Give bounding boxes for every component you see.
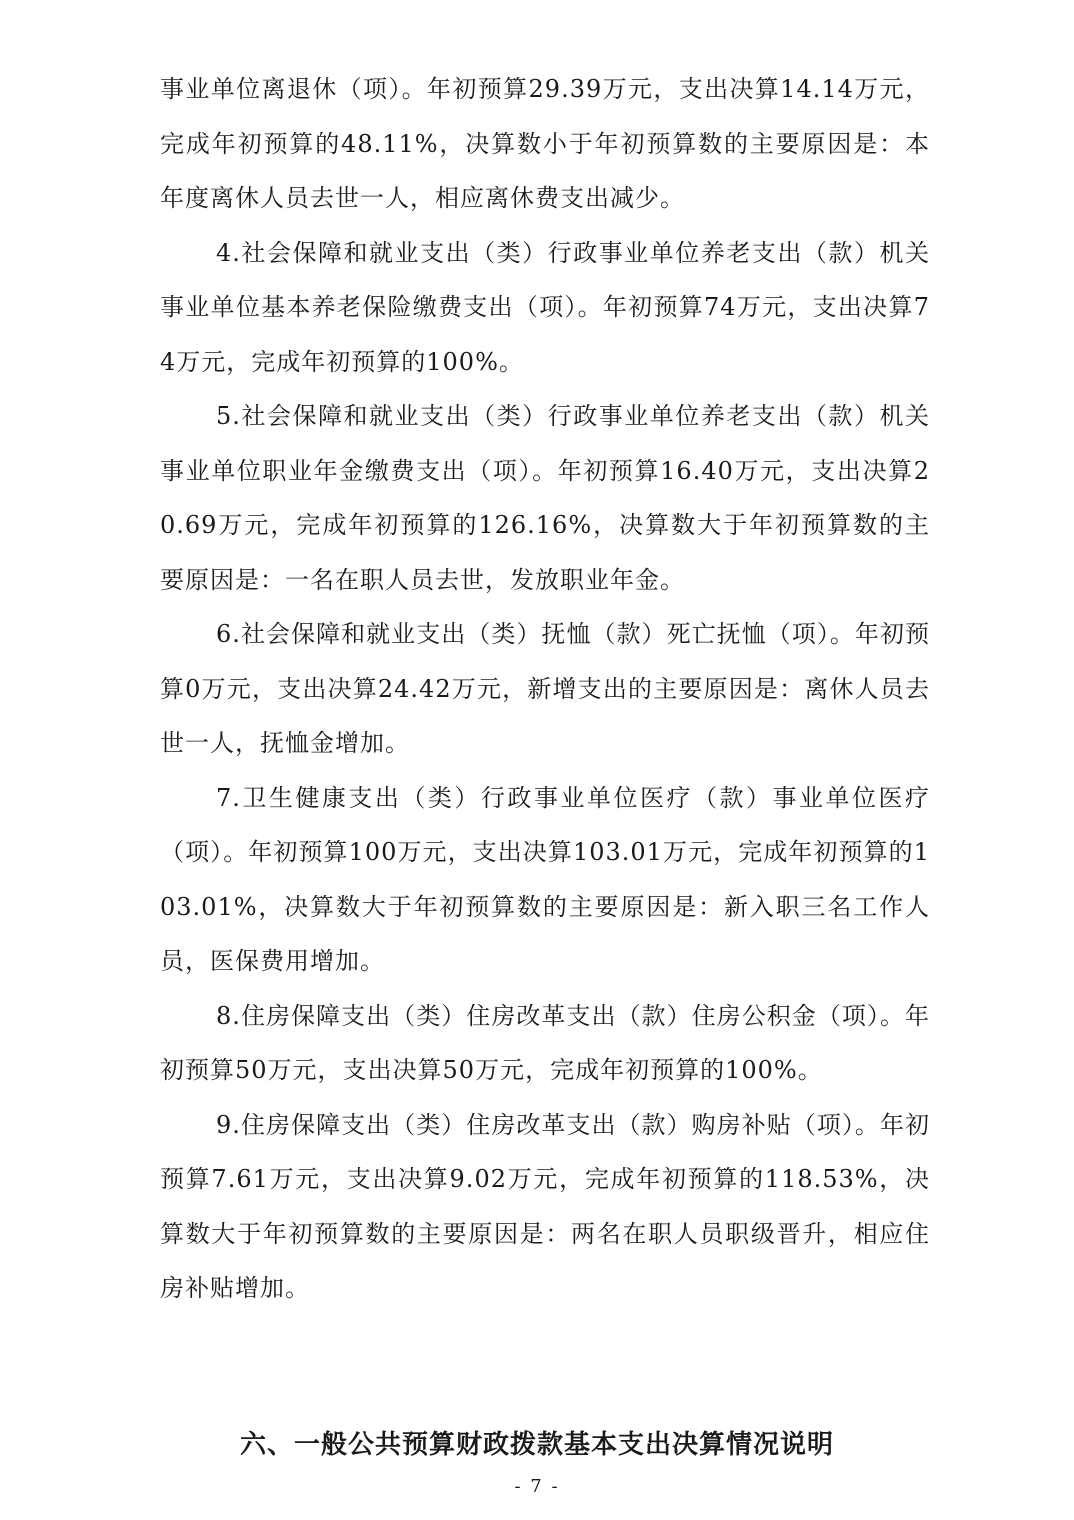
- paragraph-2: 4.社会保障和就业支出（类）行政事业单位养老支出（款）机关事业单位基本养老保险缴费支出（项）。年初预算74万元，支出决算74万元，完成年初预算的100%。: [160, 238, 930, 376]
- paragraph-6: 8.住房保障支出（类）住房改革支出（款）住房公积金（项）。年初预算50万元，支出决算50万元，完成年初预算的100%。: [160, 1001, 930, 1084]
- paragraph-3: 5.社会保障和就业支出（类）行政事业单位养老支出（款）机关事业单位职业年金缴费支出（项）。年初预算16.40万元，支出决算20.69万元，完成年初预算的126.16%，决算数大于年初预算数的主要原因是：一名在职人员去世，发放职业年金。: [160, 402, 930, 594]
- paragraph-1: 事业单位离退休（项）。年初预算29.39万元，支出决算14.14万元，完成年初预算的48.11%，决算数小于年初预算数的主要原因是：本年度离休人员去世一人，相应离休费支出减少。: [160, 75, 930, 212]
- body-text: [160, 62, 930, 1316]
- page-number: - 7 -: [514, 1476, 560, 1497]
- paragraph-5: 7.卫生健康支出（类）行政事业单位医疗（款）事业单位医疗（项）。年初预算100万元，支出决算103.01万元，完成年初预算的103.01%，决算数大于年初预算数的主要原因是：新入职三名工作人员，医保费用增加。: [160, 783, 930, 975]
- section-heading: 六、一般公共预算财政拨款基本支出决算情况说明: [239, 1430, 834, 1460]
- paragraph-4: 6.社会保障和就业支出（类）抚恤（款）死亡抚恤（项）。年初预算0万元，支出决算24.42万元，新增支出的主要原因是：离休人员去世一人，抚恤金增加。: [160, 620, 930, 757]
- paragraph-7: 9.住房保障支出（类）住房改革支出（款）购房补贴（项）。年初预算7.61万元，支出决算9.02万元，完成年初预算的118.53%，决算数大于年初预算数的主要原因是：两名在职人员职级晋升，相应住房补贴增加。: [160, 1110, 930, 1302]
